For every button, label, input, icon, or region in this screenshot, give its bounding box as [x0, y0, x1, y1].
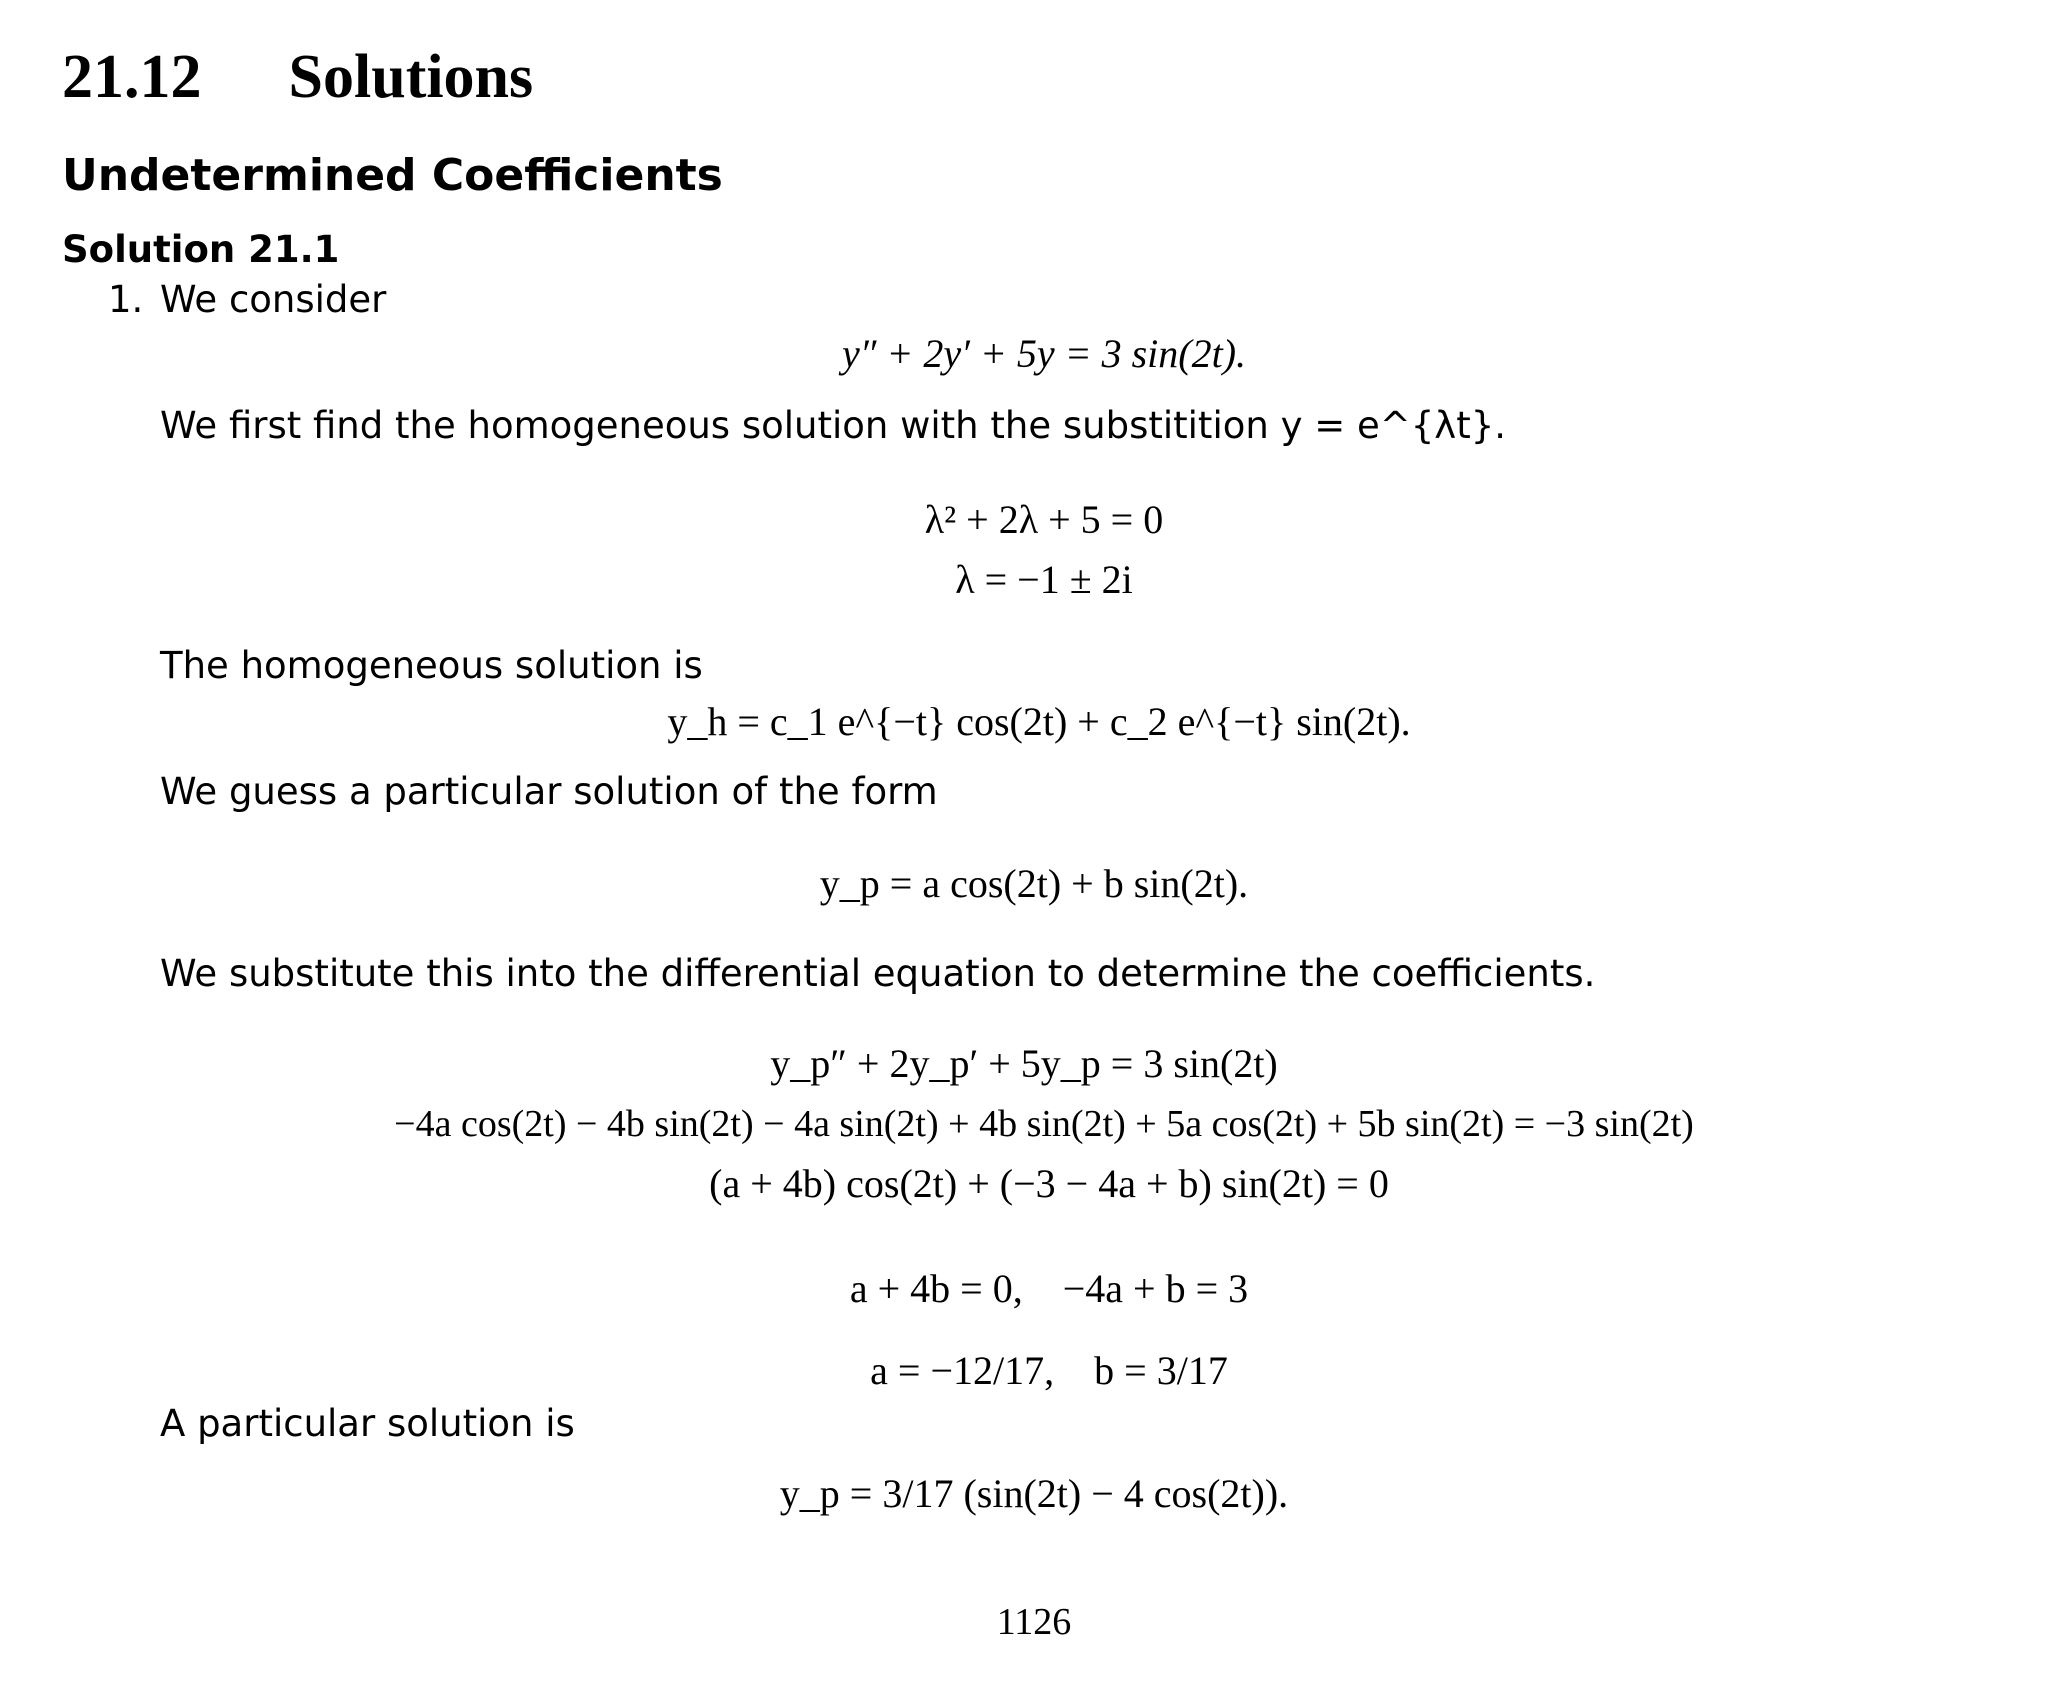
homog-solution — [0, 698, 2048, 745]
item-marker: 1. — [108, 278, 144, 321]
item-intro: We consider — [160, 278, 387, 321]
section-number: 21.12 — [62, 43, 202, 111]
homog-solution-text: The homogeneous solution is — [160, 644, 703, 687]
guess-eq-text: y_p = a cos(2t) + b sin(2t). — [819, 861, 1249, 906]
sub-line-4 — [0, 1218, 2048, 1312]
particular-equation — [0, 1470, 2048, 1517]
homog-text-content: We first find the homogeneous solution with the substitition y = e^{λt}. — [160, 404, 1507, 447]
equation-main — [0, 330, 2048, 377]
char-eq-2-text: λ = −1 ± 2i — [955, 557, 1133, 602]
equation-main-text: y″ + 2y′ + 5y = 3 sin(2t). — [841, 331, 1247, 376]
guess-text: We guess a particular solution of the form — [160, 770, 938, 813]
char-eq-1 — [0, 496, 2048, 543]
sub-line-3 — [0, 1160, 2048, 1207]
particular-text: A particular solution is — [160, 1402, 575, 1445]
particular-eq-text: y_p = 3/17 (sin(2t) − 4 cos(2t)). — [779, 1471, 1289, 1516]
sub-line-4-text: a + 4b = 0, −4a + b = 3 — [849, 1266, 1249, 1311]
sub-line-5 — [0, 1300, 2048, 1394]
subsection-heading: Undetermined Coefficients — [62, 150, 723, 201]
char-eq-1-text: λ² + 2λ + 5 = 0 — [924, 497, 1164, 542]
section-heading — [62, 42, 533, 113]
sub-line-2-text: −4a cos(2t) − 4b sin(2t) − 4a sin(2t) + 4b sin(2t) + 5a cos(2t) + 5b sin(2t) = −3 sin(2t) — [394, 1103, 1694, 1145]
char-eq-2 — [0, 556, 2048, 603]
homog-text — [160, 404, 1506, 447]
section-title: Solutions — [288, 43, 534, 111]
sub-line-1 — [0, 1040, 2048, 1087]
page-number: 1126 — [996, 1601, 1072, 1643]
sub-line-1-text: y_p″ + 2y_p′ + 5y_p = 3 sin(2t) — [770, 1041, 1278, 1086]
homog-solution-eq: y_h = c_1 e^{−t} cos(2t) + c_2 e^{−t} sin(2t). — [667, 699, 1411, 744]
solution-heading: Solution 21.1 — [62, 228, 340, 271]
sub-line-5-text: a = −12/17, b = 3/17 — [870, 1348, 1228, 1393]
sub-line-2 — [0, 1102, 2048, 1146]
guess-equation — [0, 860, 2048, 907]
sub-line-3-text: (a + 4b) cos(2t) + (−3 − 4a + b) sin(2t) = 0 — [709, 1161, 1389, 1206]
substitute-text: We substitute this into the differential equation to determine the coefficients. — [160, 952, 1596, 995]
